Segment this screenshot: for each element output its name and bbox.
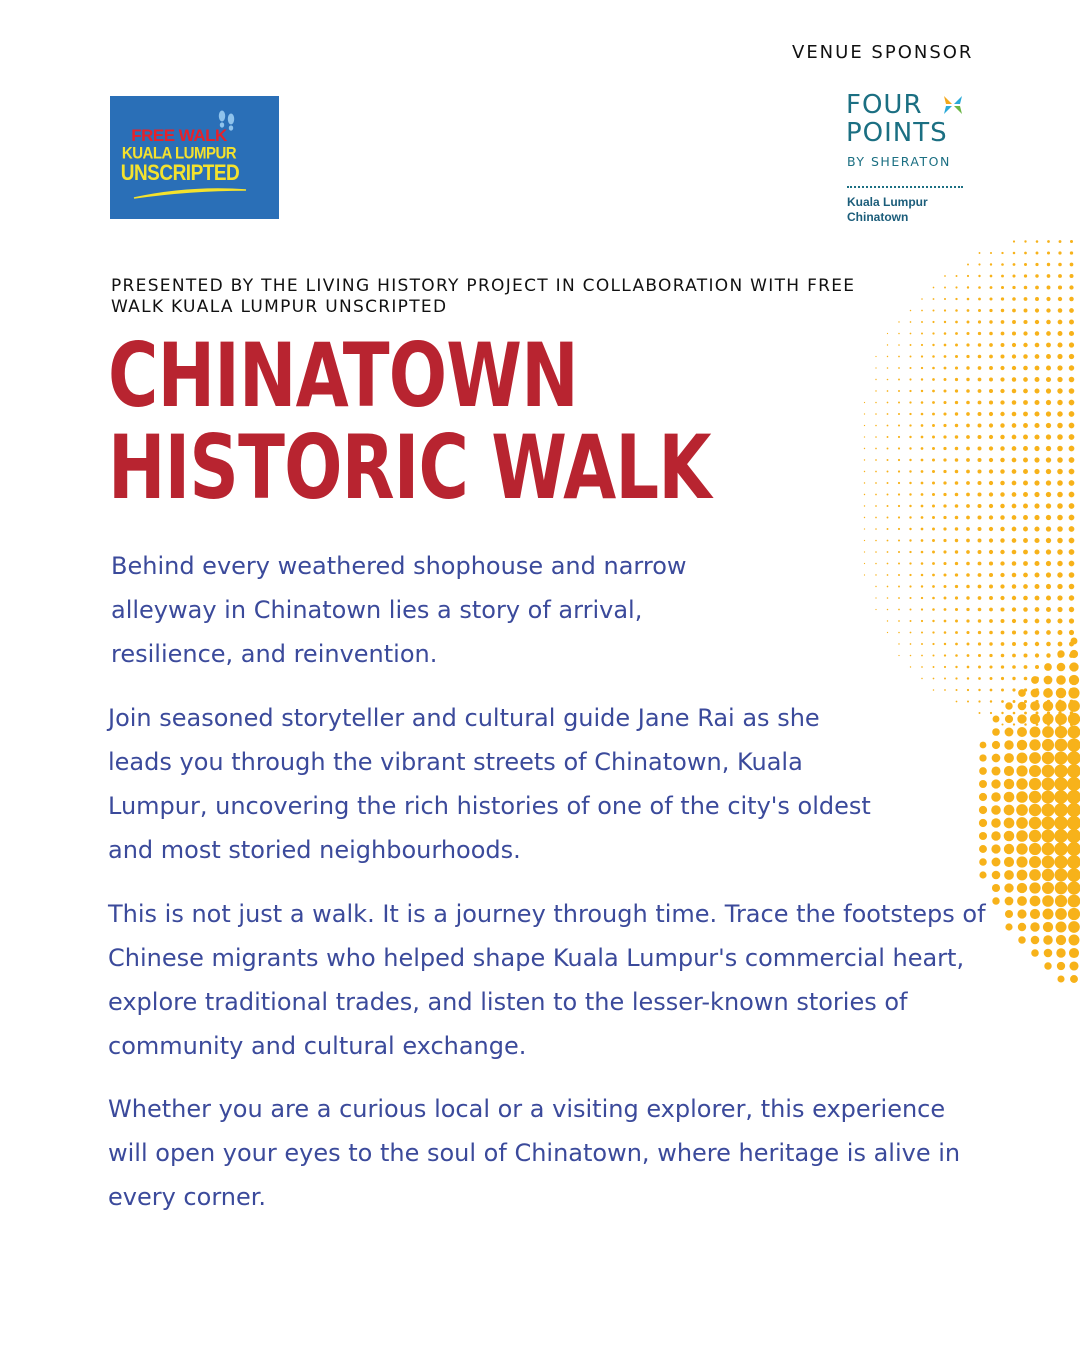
four-points-logo-line3: BY SHERATON xyxy=(847,154,951,169)
page-title xyxy=(108,324,711,519)
title-line-2: HISTORIC WALK xyxy=(108,416,711,519)
four-points-city: Kuala Lumpur xyxy=(847,195,928,209)
four-points-divider xyxy=(847,186,963,188)
free-walk-logo-line3: UNSCRIPTED xyxy=(120,161,240,186)
four-points-logo xyxy=(846,90,971,230)
free-walk-logo xyxy=(110,96,279,219)
four-points-logo-line2: POINTS xyxy=(846,118,948,148)
swoosh-icon xyxy=(130,184,250,202)
paragraph-intro: Behind every weathered shophouse and narrow alleyway in Chinatown lies a story of arrival, resilience, and reinvention. xyxy=(111,552,687,668)
free-walk-logo-line1: FREE WALK xyxy=(131,126,227,145)
four-points-mark-icon xyxy=(942,94,964,116)
four-points-logo-line1: FOUR xyxy=(846,90,923,120)
paragraph-guide: Join seasoned storyteller and cultural guide Jane Rai as she leads you through the vibrant streets of Chinatown, Kuala Lumpur, uncovering the rich histories of one of the city's oldest and most storied neighbourhoods. xyxy=(108,704,871,864)
paragraph-journey: This is not just a walk. It is a journey through time. Trace the footsteps of Chinese migrants who helped shape Kuala Lumpur's commercial heart, explore traditional trades, and listen to the lesser-known stories of community and cultural exchange. xyxy=(108,900,986,1060)
free-walk-logo-line2: KUALA LUMPUR xyxy=(121,144,237,163)
presented-by-text: PRESENTED BY THE LIVING HISTORY PROJECT IN COLLABORATION WITH FREE WALK KUALA LUMPUR UNSCRIPTED xyxy=(111,276,856,317)
title-line-1: CHINATOWN xyxy=(108,324,578,427)
paragraph-closing: Whether you are a curious local or a visiting explorer, this experience will open your eyes to the soul of Chinatown, where heritage is alive in every corner. xyxy=(108,1095,961,1211)
venue-sponsor-label: VENUE SPONSOR xyxy=(792,42,974,63)
four-points-district: Chinatown xyxy=(847,210,909,224)
